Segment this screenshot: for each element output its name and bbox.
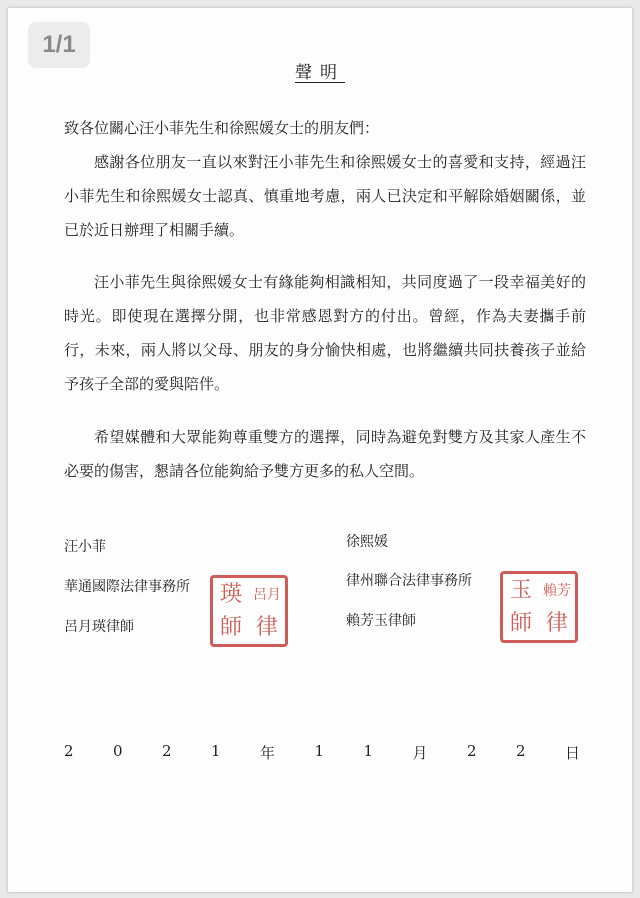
date-char: 2: [515, 742, 526, 760]
date-char: 日: [564, 744, 580, 762]
seal-char: 玉: [509, 577, 532, 603]
date-char: 0: [113, 742, 123, 760]
paragraph-3: 希望媒體和大眾能夠尊重雙方的選擇，同時為避免對雙方及其家人產生不必要的傷害，懇請各位能夠給予雙方更多的私人空間。: [64, 428, 586, 480]
law-firm-right: 律州聯合法律事務所: [346, 573, 472, 589]
seal-char: 呂月: [253, 586, 281, 603]
lawyer-seal-left: [210, 575, 288, 647]
date-char: 2: [162, 742, 172, 760]
seal-char: 律: [545, 610, 568, 636]
date-char: 1: [363, 742, 374, 760]
law-firm-left: 華通國際法律事務所: [64, 579, 190, 595]
signatory-name-right: 徐熙媛: [346, 534, 388, 550]
paragraph-2: 汪小菲先生與徐熙媛女士有緣能夠相識相知，共同度過了一段幸福美好的時光。即使現在選擇分開，也非常感恩對方的付出。曾經，作為夫妻攜手前行，未來，兩人將以父母、朋友的身分愉快相處，也將繼續共同扶養孩子並給予孩子全部的愛與陪伴。: [64, 273, 586, 393]
document-title: 聲明: [295, 63, 345, 83]
date-char: 1: [314, 742, 325, 760]
lawyer-name-right: 賴芳玉律師: [346, 613, 416, 629]
seal-char: 律: [255, 614, 278, 640]
date-char: 2: [64, 742, 74, 760]
lawyer-seal-right: [500, 571, 578, 643]
signatory-name-left: 汪小菲: [64, 539, 106, 555]
date-char: 2: [466, 742, 477, 760]
seal-char: 賴芳: [543, 582, 571, 599]
date-char: 年: [260, 744, 276, 762]
document-date: [64, 742, 580, 763]
date-char: 1: [211, 742, 221, 760]
paragraph-1: 感謝各位朋友一直以來對汪小菲先生和徐熙媛女士的喜愛和支持，經過汪小菲先生和徐熙媛女士認真、慎重地考慮，兩人已決定和平解除婚姻關係，並已於近日辦理了相關手續。: [64, 153, 586, 239]
seal-char: 師: [509, 610, 532, 636]
lawyer-name-left: 呂月瑛律師: [64, 619, 134, 635]
salutation: 致各位關心汪小菲先生和徐熙媛女士的朋友們：: [64, 119, 380, 137]
date-char: 月: [412, 744, 428, 762]
seal-char: 瑛: [219, 581, 242, 607]
seal-char: 師: [219, 614, 242, 640]
page-counter-badge: 1/1: [28, 22, 90, 68]
